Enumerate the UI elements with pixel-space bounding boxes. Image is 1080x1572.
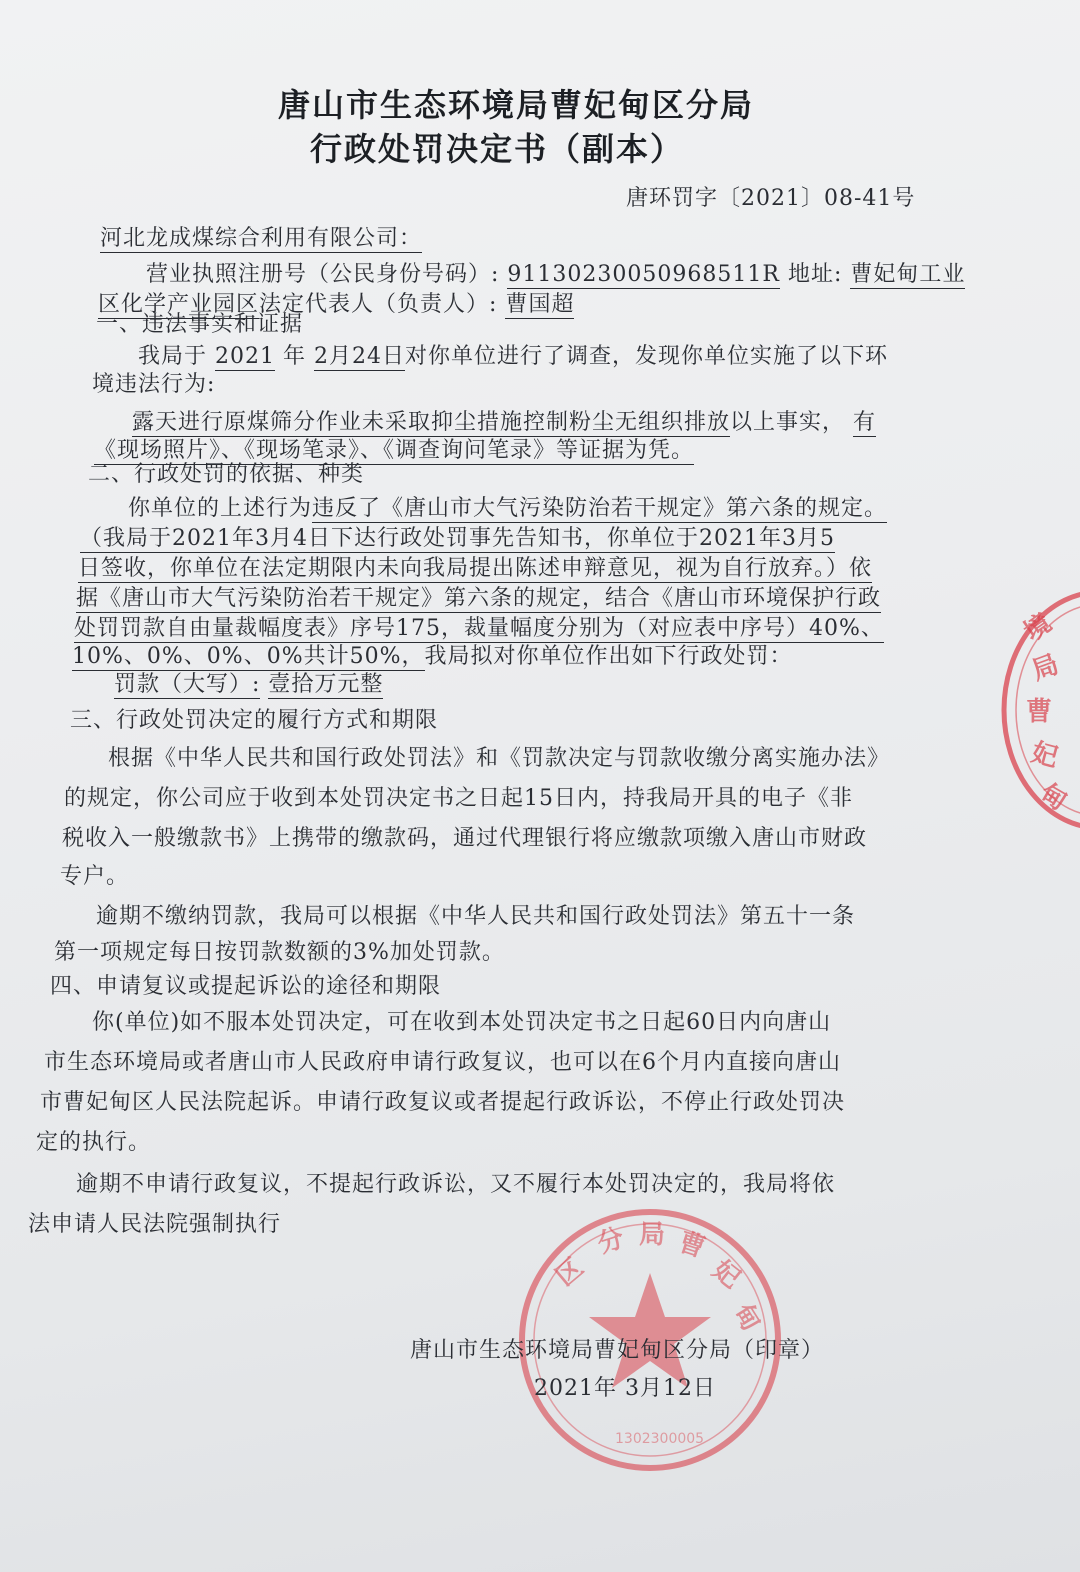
svg-text:妃: 妃 — [1028, 737, 1062, 774]
investigation-year: 2021 — [215, 344, 276, 369]
section-4-line-6: 法申请人民法院强制执行 — [28, 1212, 282, 1237]
section-4-line-3: 市曹妃甸区人民法院起诉。申请行政复议或者提起行政诉讼，不停止行政处罚决 — [40, 1090, 846, 1115]
svg-text:区: 区 — [550, 1252, 590, 1293]
document-title-line2: 行政处罚决定书（副本） — [310, 130, 685, 168]
evidence-list: 《现场照片》、《现场笔录》、《调查询问笔录》等证据为凭。 — [94, 438, 695, 463]
text-span: 日签收，你单位在法定期限内未向我局提出陈述申辩意见，视为自行放弃。）依 — [78, 556, 873, 581]
section-2-line-3 — [78, 554, 872, 584]
violation-description: 露天进行原煤筛分作业未采取抑尘措施控制粉尘无组织排放 — [132, 410, 731, 435]
svg-text:甸: 甸 — [1034, 778, 1073, 818]
svg-text:曹: 曹 — [1026, 697, 1053, 727]
section-3-line-3: 税收入一般缴款书》上携带的缴款码，通过代理银行将应缴款项缴入唐山市财政 — [62, 826, 868, 851]
section-3-line-2: 的规定，你公司应于收到本处罚决定书之日起15日内，持我局开具的电子《非 — [64, 786, 853, 811]
section-3-line-4: 专户。 — [60, 864, 130, 889]
svg-text:局: 局 — [1028, 649, 1063, 687]
section-4-heading: 四、申请复议或提起诉讼的途径和期限 — [50, 974, 442, 999]
text-span: 处罚罚款自由量裁幅度表》序号175，裁量幅度分别为（对应表中序号）40%、 — [74, 616, 884, 641]
text-span: （我局于2021年3月4日下达行政处罚事先告知书，你单位于2021年3月5 — [80, 526, 835, 551]
address-value-2: 区化学产业园区 — [98, 292, 260, 317]
section-2-line-6 — [72, 642, 793, 672]
section-4-line-4: 定的执行。 — [36, 1130, 152, 1155]
text-span: 对你单位进行了调查，发现你单位实施了以下环 — [405, 344, 889, 369]
section-1-line-1 — [138, 342, 888, 372]
text-span: 据《唐山市大气污染防治若干规定》第六条的规定，结合《唐山市环境保护行政 — [76, 586, 882, 611]
section-2-line-1 — [128, 494, 887, 524]
section-3-line-6: 第一项规定每日按罚款数额的3%加处罚款。 — [54, 940, 505, 965]
fine-label: 罚款（大写）: — [114, 672, 261, 697]
discretion-total: 10%、0%、0%、0%共计50%， — [72, 644, 425, 669]
text-span: 年 — [283, 344, 307, 369]
recipient-company — [100, 224, 422, 254]
svg-text:曹: 曹 — [674, 1227, 709, 1264]
text-span: 我局拟对你单位作出如下行政处罚： — [424, 644, 793, 669]
section-4-line-5: 逾期不申请行政复议，不提起行政诉讼，又不履行本处罚决定的，我局将依 — [76, 1172, 836, 1197]
section-2-line-5 — [74, 614, 884, 644]
section-3-heading: 三、行政处罚决定的履行方式和期限 — [70, 708, 439, 733]
svg-text:甸: 甸 — [727, 1298, 767, 1337]
text-span: 以上事实， — [730, 410, 846, 435]
section-1-line-3 — [132, 408, 876, 438]
text-span: 有 — [853, 410, 877, 435]
text-span: 你单位的上述行为 — [128, 496, 313, 521]
license-line — [146, 260, 965, 290]
license-number: 91130230050968511R — [507, 262, 780, 287]
signature-organization: 唐山市生态环境局曹妃甸区分局（印章） — [410, 1338, 825, 1363]
section-4-line-1: 你(单位)如不服本处罚决定，可在收到本处罚决定书之日起60日内向唐山 — [92, 1010, 832, 1035]
fine-amount: 壹拾万元整 — [268, 672, 384, 697]
section-1-heading: 一、违法事实和证据 — [96, 312, 304, 337]
investigation-date: 2月24日 — [314, 344, 406, 369]
section-3-line-1: 根据《中华人民共和国行政处罚法》和《罚款决定与罚款收缴分离实施办法》 — [108, 746, 891, 771]
address-value-1: 曹妃甸工业 — [850, 262, 966, 287]
section-2-heading: 二、行政处罚的依据、种类 — [88, 462, 365, 487]
fine-line — [114, 670, 383, 700]
section-3-line-5: 逾期不缴纳罚款，我局可以根据《中华人民共和国行政处罚法》第五十一条 — [96, 904, 856, 929]
address-label: 地址: — [787, 262, 843, 287]
section-2-line-4 — [76, 584, 881, 614]
section-1-line-2: 境违法行为: — [92, 372, 216, 397]
violated-regulation: 违反了《唐山市大气污染防治若干规定》第六条的规定。 — [312, 496, 888, 521]
section-4-line-2: 市生态环境局或者唐山市人民政府申请行政复议，也可以在6个月内直接向唐山 — [44, 1050, 841, 1075]
license-label: 营业执照注册号（公民身份号码）: — [146, 262, 500, 287]
svg-text:境: 境 — [1018, 608, 1058, 648]
document-number: 唐环罚字〔2021〕08-41号 — [626, 186, 916, 211]
legal-rep-label: 法定代表人（负责人）: — [259, 292, 498, 317]
edge-seal-stamp — [990, 580, 1080, 840]
svg-text:1302300005: 1302300005 — [615, 1431, 705, 1447]
section-2-line-2 — [80, 524, 835, 554]
legal-rep-name: 曹国超 — [505, 292, 575, 317]
svg-text:妃: 妃 — [706, 1254, 746, 1295]
svg-text:局: 局 — [639, 1220, 666, 1250]
svg-text:分: 分 — [593, 1223, 628, 1260]
text-span: 我局于 — [138, 344, 208, 369]
signature-date: 2021年 3月12日 — [534, 1376, 716, 1401]
document-title-line1: 唐山市生态环境局曹妃甸区分局 — [278, 86, 755, 124]
recipient-name: 河北龙成煤综合利用有限公司： — [100, 226, 423, 251]
